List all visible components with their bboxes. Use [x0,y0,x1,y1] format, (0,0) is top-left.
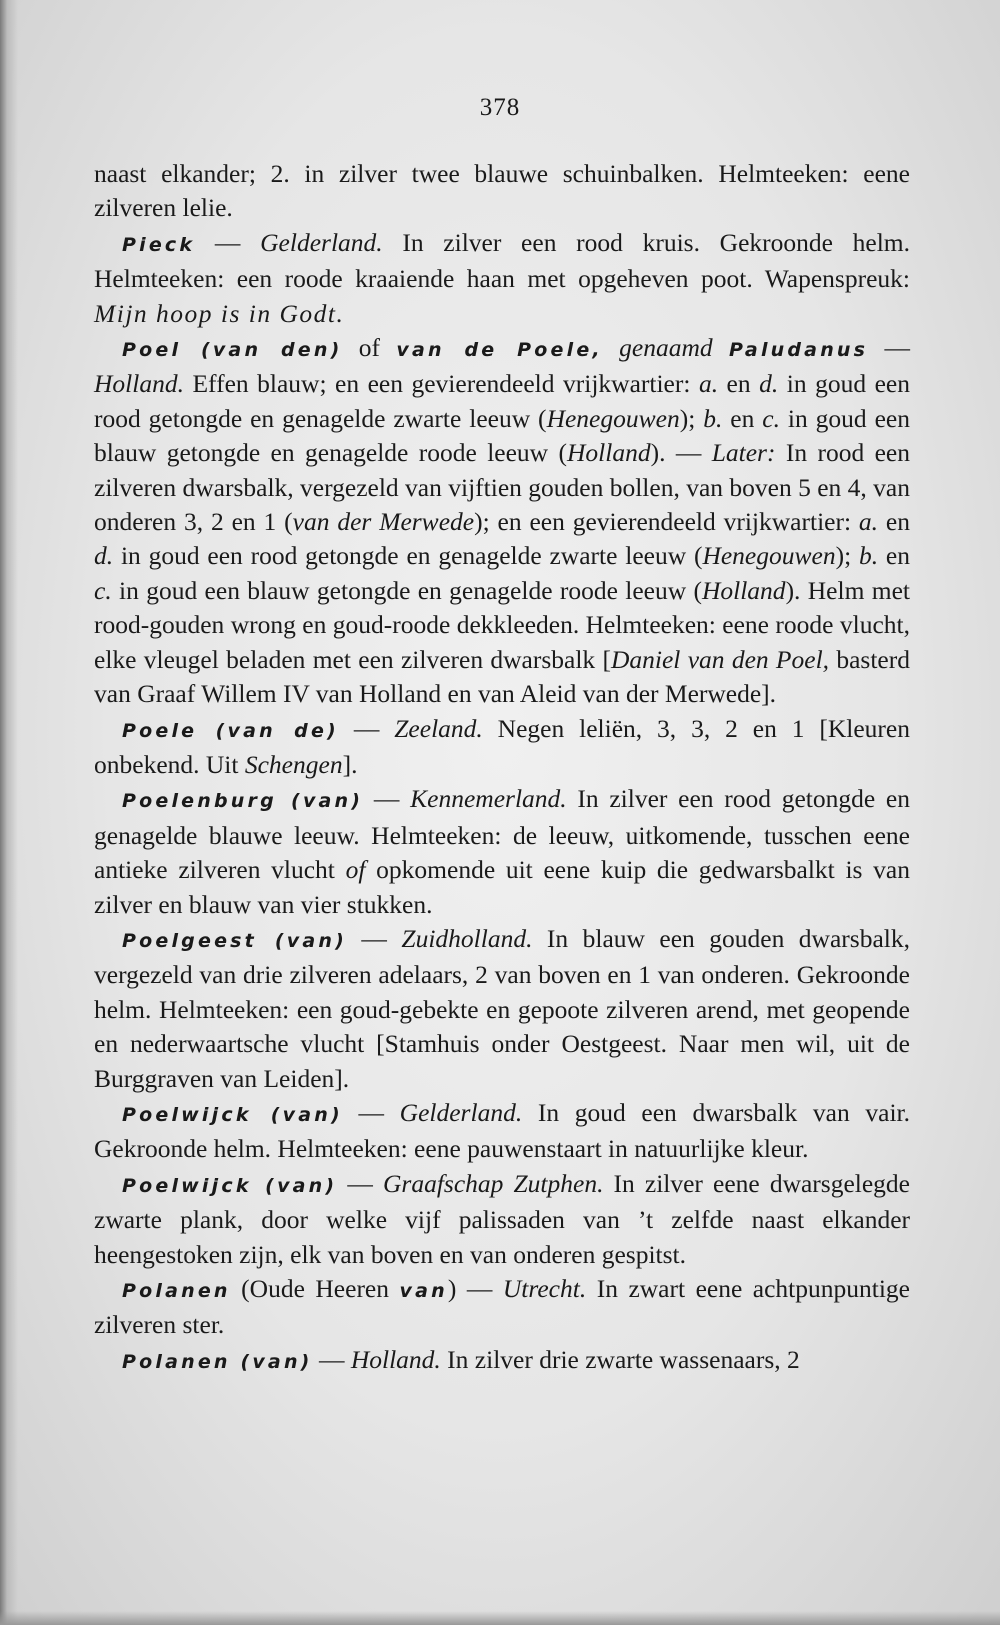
entry-region: Holland. [350,1344,441,1374]
entry-region: Zuidholland. [401,923,533,953]
entry-poelwijck-zutphen: Poelwijck (van) — Graafschap Zutphen. In zilver eene dwarsgelegde zwarte plank, door welke vijf palissaden van ’t zelfde naast elkander heengestoken zijn, elk van boven en van onderen gespitst. [94,1168,911,1269]
entry-poelenburg: Poelenburg (van) — Kennemerland. In zilver een rood getongde en genagelde blauwe leeuw. Helmteeken: de leeuw, uitkomende, tusschen eene antieke zilveren vlucht of opkomende uit eene kuip die gedwarsbalkt is van zilver en blauw van vier stukken. [94,784,910,919]
page-body [94,157,910,1379]
entry-region: Utrecht. [502,1274,587,1303]
entry-name: Polanen [122,1280,231,1302]
entry-poele: Poele (van de) — Zeeland. Negen leliën, 3, 3, 2 en 1 [Kleuren onbekend. Uit Schengen]. [94,713,910,779]
entry-name: Poelwijck (van) [122,1174,338,1197]
entry-polanen-holland: Polanen (van) — Holland. In zilver drie zwarte wassenaars, 2 [122,1344,800,1374]
entry-region: Gelderland. [399,1097,523,1127]
entry-poelwijck-gelderland: Poelwijck (van) — Gelderland. In goud een dwarsbalk van vair. Gekroonde helm. Helmteeken: eene pauwenstaart in natuurlijke kleur. [94,1097,910,1164]
entry-polanen-oude-heeren: Polanen (Oude Heeren van) — Utrecht. In zwart eene achtpunpuntige zilveren ster. [94,1274,910,1340]
entry-name: Poelenburg (van) [122,790,364,813]
entry-name: Pieck [122,233,196,256]
entry-region: Kennemerland. [410,784,567,814]
entry-region: Graafschap Zutphen. [382,1168,604,1198]
page-bottom-shadow [0,1611,1000,1625]
page-edge-shadow [0,0,18,1625]
motto: Mijn hoop is in Godt. [94,298,345,328]
entry-pieck: Pieck — Gelderland. In zilver een rood kruis. Gekroonde helm. Helmteeken: een roode kraaiende haan met opgeheven poot. Wapenspreuk: Mijn hoop is in Godt. [94,227,911,328]
page-number: 378 [479,94,521,121]
entry-alt-name: van de Poele, [396,339,603,362]
entry-name: Poelgeest (van) [122,929,347,952]
entry-name: Polanen (van) [122,1350,313,1373]
entry-name: Poelwijck (van) [122,1103,343,1126]
entry-poel: Poel (van den) of van de Poele, genaamd Paludanus — Holland. Effen blauw; en een gevierendeeld vrijkwartier: a. en d. in goud een rood getongde en genagelde zwarte leeuw (Henegouwen); b. en c. in goud een blauw getongde en genagelde roode leeuw (Holland). — Later: In rood een zilveren dwarsbalk, vergezeld van vijftien gouden bollen, van boven 5 en 4, van onderen 3, 2 en 1 (van der Merwede); en een gevierendeeld vrijkwartier: a. en d. in goud een rood getongde en genagelde zwarte leeuw (Henegouwen); b. en c. in goud een blauw getongde en genagelde roode leeuw (Holland). Helm met rood-gouden wrong en goud-roode dekkleeden. Helmteeken: eene roode vlucht, elke vleugel beladen met een zilveren dwarsbalk [Daniel van den Poel, basterd van Graaf Willem IV van Holland en van Aleid van der Merwede]. [94,333,911,709]
continued-paragraph: naast elkander; 2. in zilver twee blauwe schuinbalken. Helmteeken: eene zilveren lelie. [94,159,910,223]
entry-poelgeest: Poelgeest (van) — Zuidholland. In blauw een gouden dwarsbalk, vergezeld van drie zilveren adelaars, 2 van boven en 1 van onderen. Gekroonde helm. Helmteeken: een goud-gebekte en gepoote zilveren arend, met geopende en nederwaartsche vlucht [Stamhuis onder Oestgeest. Naar men wil, uit de Burggraven van Leiden]. [94,923,910,1093]
entry-name: Poel (van den) [122,339,343,362]
entry-region: Gelderland. [260,227,383,257]
entry-region: Holland. [94,369,184,399]
entry-alias: Paludanus [729,339,869,362]
entry-region: Zeeland. [394,713,483,743]
entry-name: Poele (van de) [122,719,339,742]
